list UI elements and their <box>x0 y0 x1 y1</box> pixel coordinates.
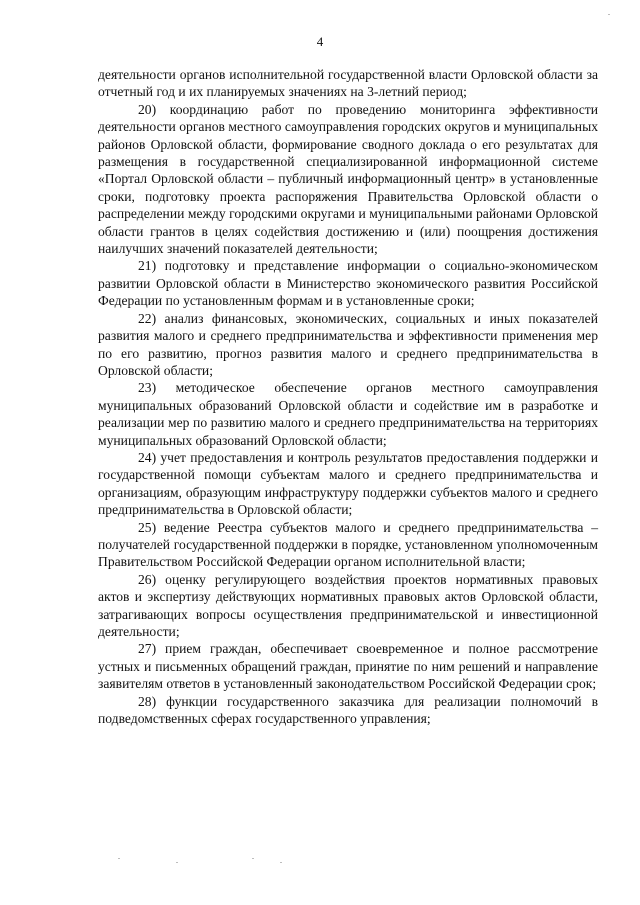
scan-speck <box>608 14 610 15</box>
scan-speck <box>118 858 120 859</box>
paragraph-item-25: 25) ведение Реестра субъектов малого и среднего предпринимательства – получателей государственной поддержки в порядке, установленном уполномоченным Правительством Российской Федерации органом исполнительной власти; <box>98 519 598 570</box>
paragraph-item-28: 28) функции государственного заказчика для реализации полномочий в подведомственных сферах государственного управления; <box>98 693 598 727</box>
paragraph-continuation: деятельности органов исполнительной государственной власти Орловской области за отчетный год и их планируемых значениях на 3-летний период; <box>98 67 598 100</box>
scan-speck <box>252 858 254 859</box>
paragraph-item-27: 27) прием граждан, обеспечивает своевременное и полное рассмотрение устных и письменных обращений граждан, принятие по ним решений и направление заявителям ответов в установленный законодательством Российской Федерации срок; <box>98 641 598 692</box>
page-number: 4 <box>316 34 324 49</box>
paragraph-item-20: 20) координацию работ по проведению мониторинга эффективности деятельности органов местного самоуправления городских округов и муниципальных районов Орловской области, формирование сводного доклада о его результатах для размещения в государственной специализированной информационной системе «Портал Орловской области – публичный информационный центр» в установленные сроки, подготовку проекта распоряжения Правительства Орловской области о распределении между городскими округами и муниципальными районами Орловской области грантов в целях содействия достижению и (или) поощрения достижения наилучших значений показателей деятельности; <box>98 101 598 257</box>
paragraph-item-22: 22) анализ финансовых, экономических, социальных и иных показателей развития малого и среднего предпринимательства и эффективности применения мер по его развитию, прогноз развития малого и среднего предпринимательства в Орловской области; <box>98 310 598 378</box>
paragraph-item-21: 21) подготовку и представление информации о социально-экономическом развитии Орловской области в Министерство экономического развития Российской Федерации по установленным формам и в установленные сроки; <box>98 258 598 309</box>
scan-speck <box>176 862 178 863</box>
paragraph-item-24: 24) учет предоставления и контроль результатов предоставления поддержки и государственной помощи субъектам малого и среднего предпринимательства и организациям, образующим инфраструктуру поддержки субъектов малого и среднего предпринимательства в Орловской области; <box>98 449 598 518</box>
paragraph-item-23: 23) методическое обеспечение органов местного самоуправления муниципальных образований Орловской области и содействие им в разработке и реализации мер по развитию малого и среднего предпринимательства на территориях муниципальных образований Орловской области; <box>98 380 598 448</box>
scan-speck <box>280 862 282 863</box>
document-body <box>98 66 598 727</box>
paragraph-item-26: 26) оценку регулирующего воздействия проектов нормативных правовых актов и экспертизу действующих нормативных правовых актов Орловской области, затрагивающих вопросы осуществления предпринимательской и инвестиционной деятельности; <box>98 571 598 639</box>
